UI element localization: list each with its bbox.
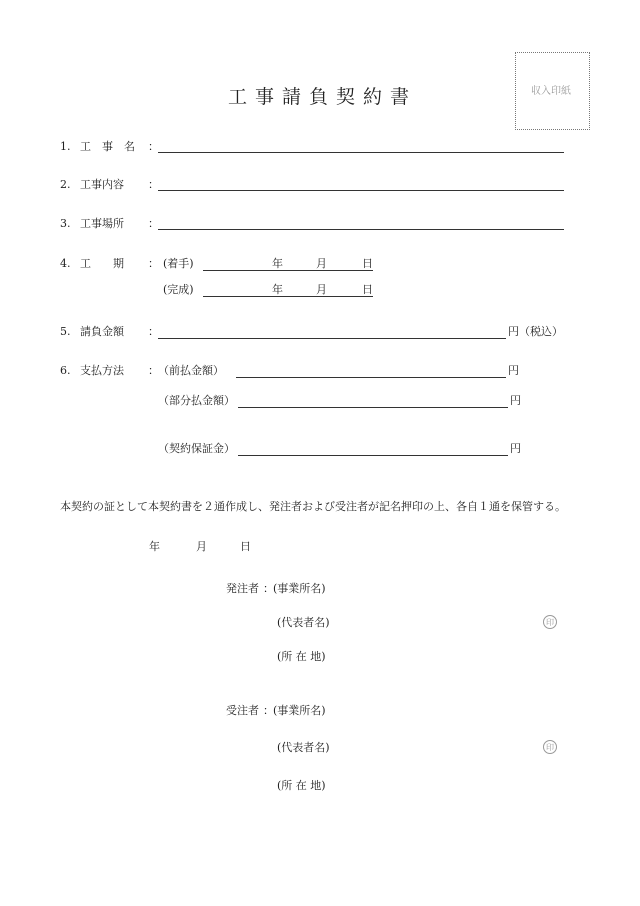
date-year: 年 bbox=[149, 540, 160, 553]
item-5-colon: ： bbox=[148, 325, 159, 338]
partial-payment-label: （部分払金額） bbox=[158, 394, 235, 407]
item-1-label: 工 事 名 bbox=[80, 140, 135, 153]
item-6-label: 支払方法 bbox=[80, 364, 124, 377]
period-end-field[interactable] bbox=[203, 296, 373, 297]
guarantee-label: （契約保証金） bbox=[158, 442, 235, 455]
period-start-field[interactable] bbox=[203, 270, 373, 271]
project-name-field[interactable] bbox=[158, 152, 564, 153]
item-2-label: 工事内容 bbox=[80, 178, 124, 191]
item-6-colon: ： bbox=[148, 364, 159, 377]
item-1-colon: ： bbox=[148, 140, 159, 153]
period-start-label: (着手) bbox=[163, 257, 194, 270]
work-location-field[interactable] bbox=[158, 229, 564, 230]
contractor-address-label: (所 在 地) bbox=[277, 779, 326, 792]
item-1-number: 1. bbox=[60, 140, 71, 153]
agreement-statement: 本契約の証として本契約書を２通作成し、発注者および受注者が記名押印の上、各自１通を保管する。 bbox=[60, 500, 566, 513]
guarantee-yen-unit: 円 bbox=[510, 442, 521, 455]
period-start-month: 月 bbox=[316, 257, 327, 270]
orderer-colon: ： bbox=[263, 582, 274, 595]
period-end-label: (完成) bbox=[163, 283, 194, 296]
orderer-company-label: (事業所名) bbox=[273, 582, 326, 595]
work-content-field[interactable] bbox=[158, 190, 564, 191]
contractor-seal-icon: 印 bbox=[543, 740, 557, 754]
orderer-address-label: (所 在 地) bbox=[277, 650, 326, 663]
contractor-role-label: 受注者 bbox=[226, 704, 259, 717]
amount-tax-included: （税込） bbox=[519, 325, 563, 338]
partial-yen-unit: 円 bbox=[510, 394, 521, 407]
revenue-stamp-label: 収入印紙 bbox=[531, 86, 571, 97]
period-start-day: 日 bbox=[362, 257, 373, 270]
date-month: 月 bbox=[196, 540, 207, 553]
orderer-role-label: 発注者 bbox=[226, 582, 259, 595]
contractor-colon: ： bbox=[263, 704, 274, 717]
item-4-number: 4. bbox=[60, 257, 71, 270]
guarantee-field[interactable] bbox=[238, 455, 508, 456]
item-5-number: 5. bbox=[60, 325, 71, 338]
item-4-colon: ： bbox=[148, 257, 159, 270]
date-day: 日 bbox=[240, 540, 251, 553]
item-6-number: 6. bbox=[60, 364, 71, 377]
partial-payment-field[interactable] bbox=[238, 407, 508, 408]
item-2-number: 2. bbox=[60, 178, 71, 191]
period-end-day: 日 bbox=[362, 283, 373, 296]
advance-payment-label: （前払金額） bbox=[158, 364, 224, 377]
item-3-number: 3. bbox=[60, 217, 71, 230]
item-3-colon: ： bbox=[148, 217, 159, 230]
item-2-colon: ： bbox=[148, 178, 159, 191]
item-5-label: 請負金額 bbox=[80, 325, 124, 338]
period-end-year: 年 bbox=[272, 283, 283, 296]
contractor-company-label: (事業所名) bbox=[273, 704, 326, 717]
contractor-representative-label: (代表者名) bbox=[277, 741, 330, 754]
period-start-year: 年 bbox=[272, 257, 283, 270]
orderer-seal-icon: 印 bbox=[543, 615, 557, 629]
amount-yen-unit: 円 bbox=[508, 325, 519, 338]
item-3-label: 工事場所 bbox=[80, 217, 124, 230]
contract-amount-field[interactable] bbox=[158, 338, 506, 339]
period-end-month: 月 bbox=[316, 283, 327, 296]
advance-yen-unit: 円 bbox=[508, 364, 519, 377]
document-title: 工事請負契約書 bbox=[228, 86, 418, 108]
orderer-representative-label: (代表者名) bbox=[277, 616, 330, 629]
item-4-label: 工 期 bbox=[80, 257, 124, 270]
advance-payment-field[interactable] bbox=[236, 377, 506, 378]
